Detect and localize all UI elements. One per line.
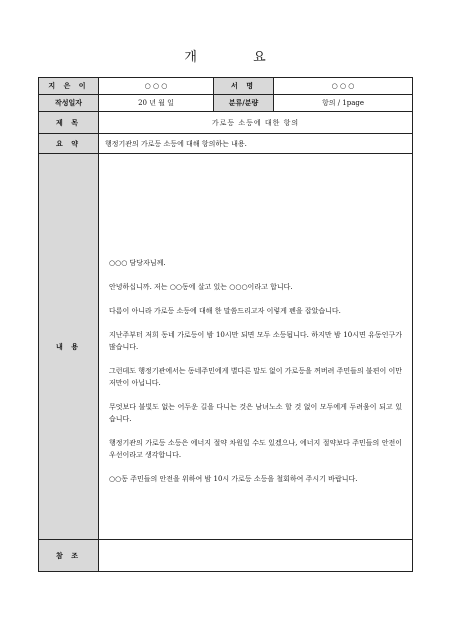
reference-label: 참 조 bbox=[39, 540, 99, 572]
date-value: 20 년 월 일 bbox=[99, 95, 214, 112]
summary-value: 행정기관의 가로등 소등에 대해 항의하는 내용. bbox=[99, 134, 413, 154]
content-paragraph: 그런데도 행정기관에서는 동네주민에게 별다른 말도 없이 가로등을 꺼버려 주민들의 불편이 이만저만이 아닙니다. bbox=[109, 366, 402, 387]
content-paragraph: 행정기관의 가로등 소등은 에너지 절약 차원일 수도 있겠으나, 에너지 절약보다 주민들의 안전이 우선이라고 생각합니다. bbox=[109, 438, 402, 459]
content-paragraph: 다름이 아니라 가로등 소등에 대해 한 말씀드리고자 이렇게 펜을 잡았습니다. bbox=[109, 306, 341, 315]
document-form bbox=[38, 77, 413, 572]
content-paragraph: 무엇보다 불빛도 없는 어두운 길을 다니는 것은 남녀노소 할 것 없이 모두에게 두려움이 되고 있습니다. bbox=[109, 402, 402, 423]
author-value: ○ ○ ○ bbox=[99, 78, 214, 95]
summary-label: 요 약 bbox=[39, 134, 99, 154]
content-paragraph: ○○동 주민들의 안전을 위하여 밤 10시 가로등 소등을 철회하여 주시기 바랍니다. bbox=[109, 474, 358, 483]
subject-value: 가로등 소등에 대한 항의 bbox=[99, 112, 413, 134]
category-value: 항의 / 1page bbox=[274, 95, 413, 112]
author-label: 지 은 이 bbox=[39, 78, 99, 95]
category-label: 분류/분량 bbox=[214, 95, 274, 112]
page-title: 개 요 bbox=[184, 50, 292, 65]
signature-label: 서 명 bbox=[214, 78, 274, 95]
content-body bbox=[99, 154, 413, 540]
reference-value bbox=[99, 540, 413, 572]
content-paragraph: ○○○ 담당자님께. bbox=[109, 258, 166, 267]
date-label: 작성일자 bbox=[39, 95, 99, 112]
content-label: 내 용 bbox=[39, 154, 99, 540]
content-paragraph: 지난주부터 저희 동네 가로등이 밤 10시만 되면 모두 소등됩니다. 하지만 밤 10시면 유동인구가 많습니다. bbox=[109, 330, 402, 351]
subject-label: 제 목 bbox=[39, 112, 99, 134]
signature-value: ○ ○ ○ bbox=[274, 78, 413, 95]
content-paragraph: 안녕하십니까. 저는 ○○동에 살고 있는 ○○○이라고 합니다. bbox=[109, 282, 293, 291]
